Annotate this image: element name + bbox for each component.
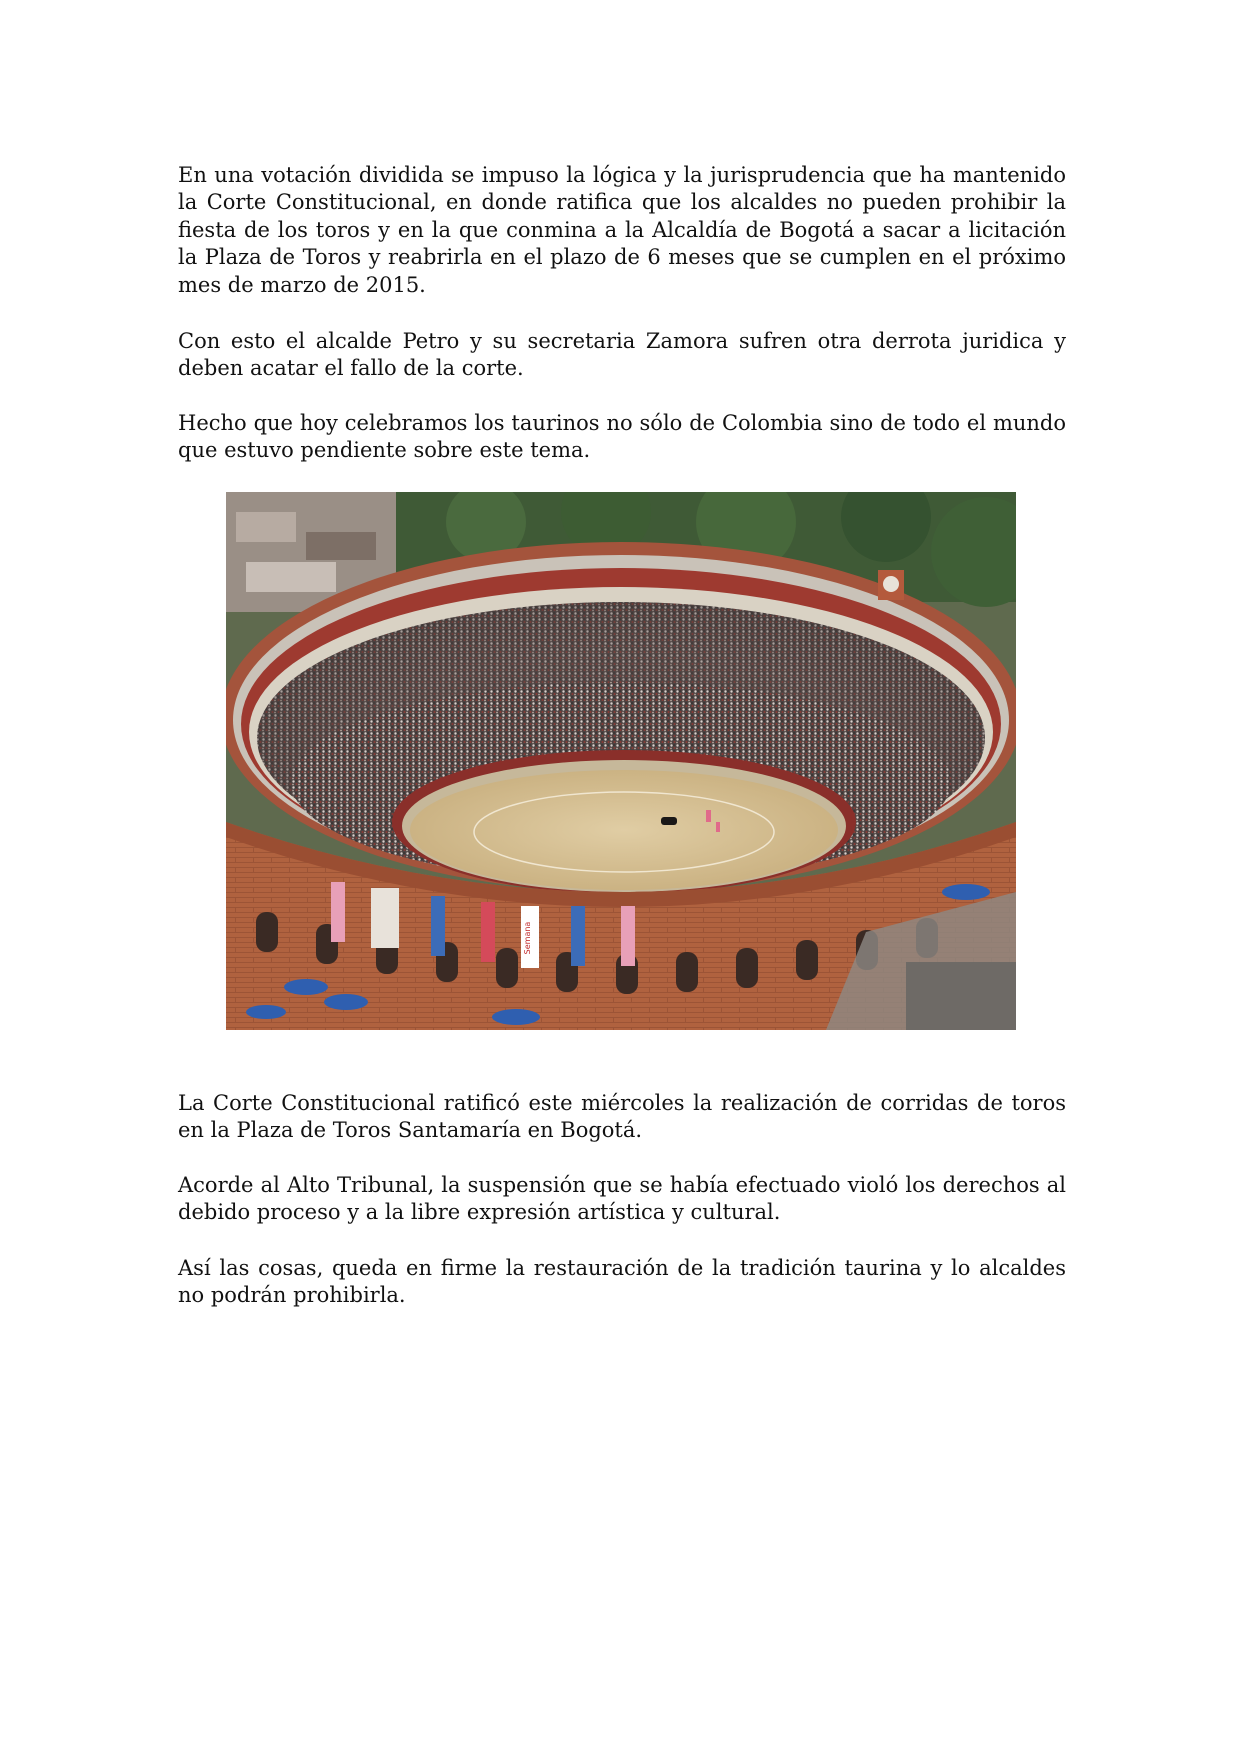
paragraph-petro-defeat: Con esto el alcalde Petro y su secretaria Zamora sufren otra derrota juridica y deben acatar el fallo de la corte. [178, 329, 1066, 381]
photo-banner-text: Semana [523, 921, 532, 955]
paragraph-celebration: Hecho que hoy celebramos los taurinos no sólo de Colombia sino de todo el mundo que estuvo pendiente sobre este tema. [178, 411, 1066, 463]
paragraph-court-ratified: La Corte Constitucional ratificó este miércoles la realización de corridas de toros en la Plaza de Toros Santamaría en Bogotá. [178, 1091, 1066, 1143]
paragraph-vote-ruling: En una votación dividida se impuso la lógica y la jurisprudencia que ha mantenido la Corte Constitucional, en donde ratifica que los alcaldes no pueden prohibir la fiesta de los toros y en la que conmina a la Alcaldía de Bogotá a sacar a licitación la Plaza de Toros y reabrirla en el plazo de 6 meses que se cumplen en el próximo mes de marzo de 2015. [178, 163, 1066, 297]
paragraph-rights-violated: Acorde al Alto Tribunal, la suspensión que se había efectuado violó los derechos al debido proceso y a la libre expresión artística y cultural. [178, 1173, 1066, 1225]
paragraph-tradition-restored: Así las cosas, queda en firme la restauración de la tradición taurina y lo alcaldes no podrán prohibirla. [178, 1256, 1066, 1308]
bullring-photo [226, 492, 1016, 1030]
